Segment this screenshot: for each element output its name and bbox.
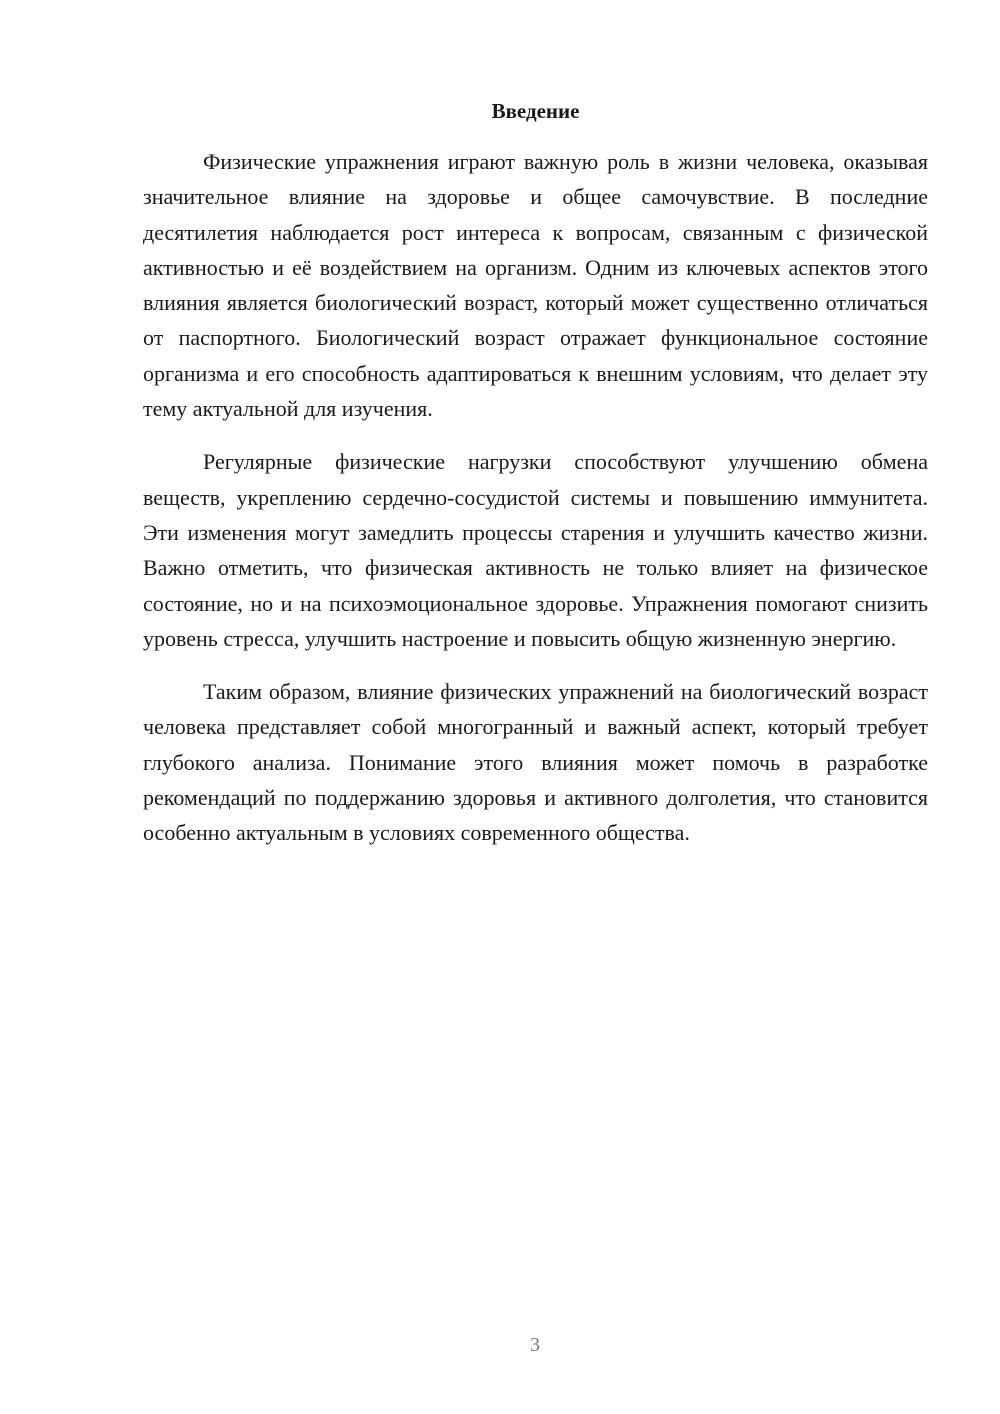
- body-text: [143, 144, 928, 869]
- section-heading: Введение: [491, 99, 580, 123]
- paragraph-1: Физические упражнения играют важную роль в жизни человека, оказывая значительное влияние на здоровье и общее самочувствие. В последние десятилетия наблюдается рост интереса к вопросам, связанным с физической активностью и её воздействием на организм. Одним из ключевых аспектов этого влияния является биологический возраст, который может существенно отличаться от паспортного. Биологический возраст отражает функциональное состояние организма и его способность адаптироваться к внешним условиям, что делает эту тему актуальной для изучения.: [143, 149, 928, 422]
- page-number: 3: [530, 1334, 540, 1356]
- paragraph-3: Таким образом, влияние физических упражнений на биологический возраст человека представляет собой многогранный и важный аспект, который требует глубокого анализа. Понимание этого влияния может помочь в разработке рекомендаций по поддержанию здоровья и активного долголетия, что становится особенно актуальным в условиях современного общества.: [143, 679, 928, 846]
- paragraph-2: Регулярные физические нагрузки способствуют улучшению обмена веществ, укреплению сердечно-сосудистой системы и повышению иммунитета. Эти изменения могут замедлить процессы старения и улучшить качество жизни. Важно отметить, что физическая активность не только влияет на физическое состояние, но и на психоэмоциональное здоровье. Упражнения помогают снизить уровень стресса, улучшить настроение и повысить общую жизненную энергию.: [143, 449, 928, 651]
